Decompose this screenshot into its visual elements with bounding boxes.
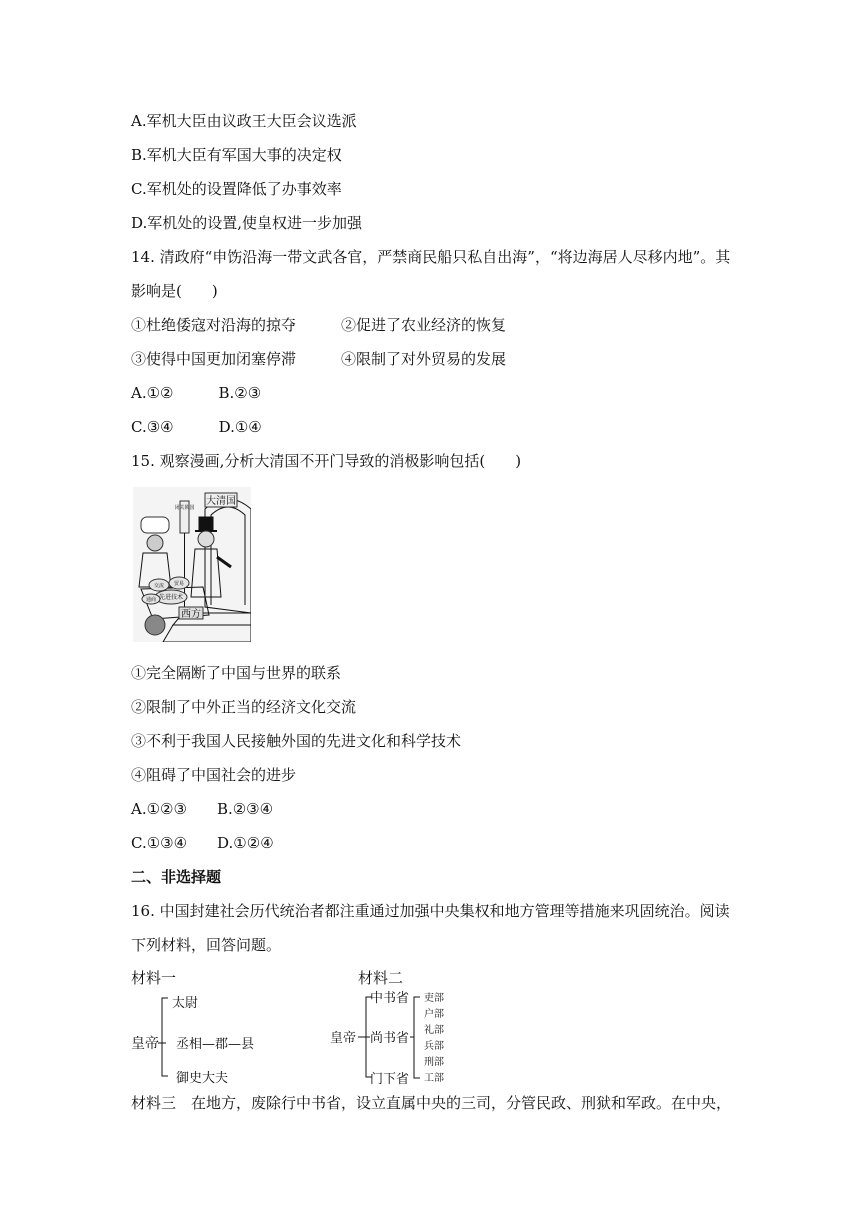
q14-stem-line2: 影响是( ): [131, 282, 218, 300]
q13-option-b: B.军机大臣有军国大事的决定权: [131, 146, 342, 164]
material2-ministry: 礼部: [424, 1025, 444, 1036]
q15-options-row2: C.①③④ D.①②④: [131, 834, 274, 852]
material1-title: 材料一: [131, 969, 177, 987]
q14-stem-line1: 14. 清政府“申饬沿海一带文武各官，严禁商民船只私自出海”，“将边海居人尽移内地”。其: [131, 248, 731, 266]
cartoon-bag-label: 交流: [153, 583, 165, 589]
cartoon-image: [133, 487, 251, 642]
cartoon-bag-label: 贸易: [173, 581, 185, 587]
material1-root: 皇帝: [131, 1036, 159, 1052]
q16-stem-line1: 16. 中国封建社会历代统治者都注重通过加强中央集权和地方管理等措施来巩固统治。阅读: [131, 902, 730, 920]
q15-item-3: ③不利于我国人民接触外国的先进文化和科学技术: [131, 732, 462, 750]
q14-items-row2: ③使得中国更加闭塞停滞 ④限制了对外贸易的发展: [131, 350, 507, 368]
q15-item-4: ④阻碍了中国社会的进步: [131, 766, 297, 784]
material2-ministry: 吏部: [424, 993, 444, 1004]
q13-option-a: A.军机大臣由议政王大臣会议选派: [131, 112, 357, 130]
section-title: 二、非选择题: [131, 868, 222, 886]
material1-branch: 太尉: [172, 996, 199, 1011]
q16-stem-line2: 下列材料，回答问题。: [131, 936, 282, 954]
q13-option-c: C.军机处的设置降低了办事效率: [131, 180, 342, 198]
material2-root: 皇帝: [330, 1031, 357, 1046]
material2-ministry: 兵部: [424, 1041, 444, 1052]
cartoon-cart-label: 西方: [181, 609, 201, 620]
cartoon-side-sign: 闭关锁国: [174, 505, 195, 511]
q15-item-2: ②限制了中外正当的经济文化交流: [131, 698, 357, 716]
material2-branch: 门下省: [370, 1072, 410, 1087]
q15-stem: 15. 观察漫画,分析大清国不开门导致的消极影响包括( ): [131, 452, 522, 470]
material1-branch: 丞相—郡—县: [176, 1037, 255, 1052]
materials-diagram: [120, 964, 460, 1089]
material2-branch: 尚书省: [370, 1031, 410, 1046]
cartoon-bag-label: 先进技术: [158, 594, 184, 601]
material2-title: 材料二: [358, 969, 404, 987]
material2-ministry: 户部: [424, 1009, 444, 1020]
cartoon-bag-label: 通商: [145, 597, 157, 603]
material2-ministry: 刑部: [424, 1057, 444, 1068]
q15-item-1: ①完全隔断了中国与世界的联系: [131, 664, 342, 682]
q16-material3: 材料三 在地方，废除行中书省，设立直属中央的三司，分管民政、刑狱和军政。在中央，: [131, 1094, 732, 1112]
q14-options-row1: A.①② B.②③: [131, 384, 262, 402]
q13-option-d: D.军机处的设置,使皇权进一步加强: [131, 214, 363, 232]
q14-items-row1: ①杜绝倭寇对沿海的掠夺 ②促进了农业经济的恢复: [131, 316, 507, 334]
material2-branch: 中书省: [370, 991, 410, 1006]
cartoon-gate-sign: 大清国: [206, 496, 236, 507]
material1-branch: 御史大夫: [176, 1071, 229, 1086]
q15-options-row1: A.①②③ B.②③④: [131, 800, 274, 818]
material2-ministry: 工部: [424, 1073, 444, 1084]
q14-options-row2: C.③④ D.①④: [131, 418, 262, 436]
